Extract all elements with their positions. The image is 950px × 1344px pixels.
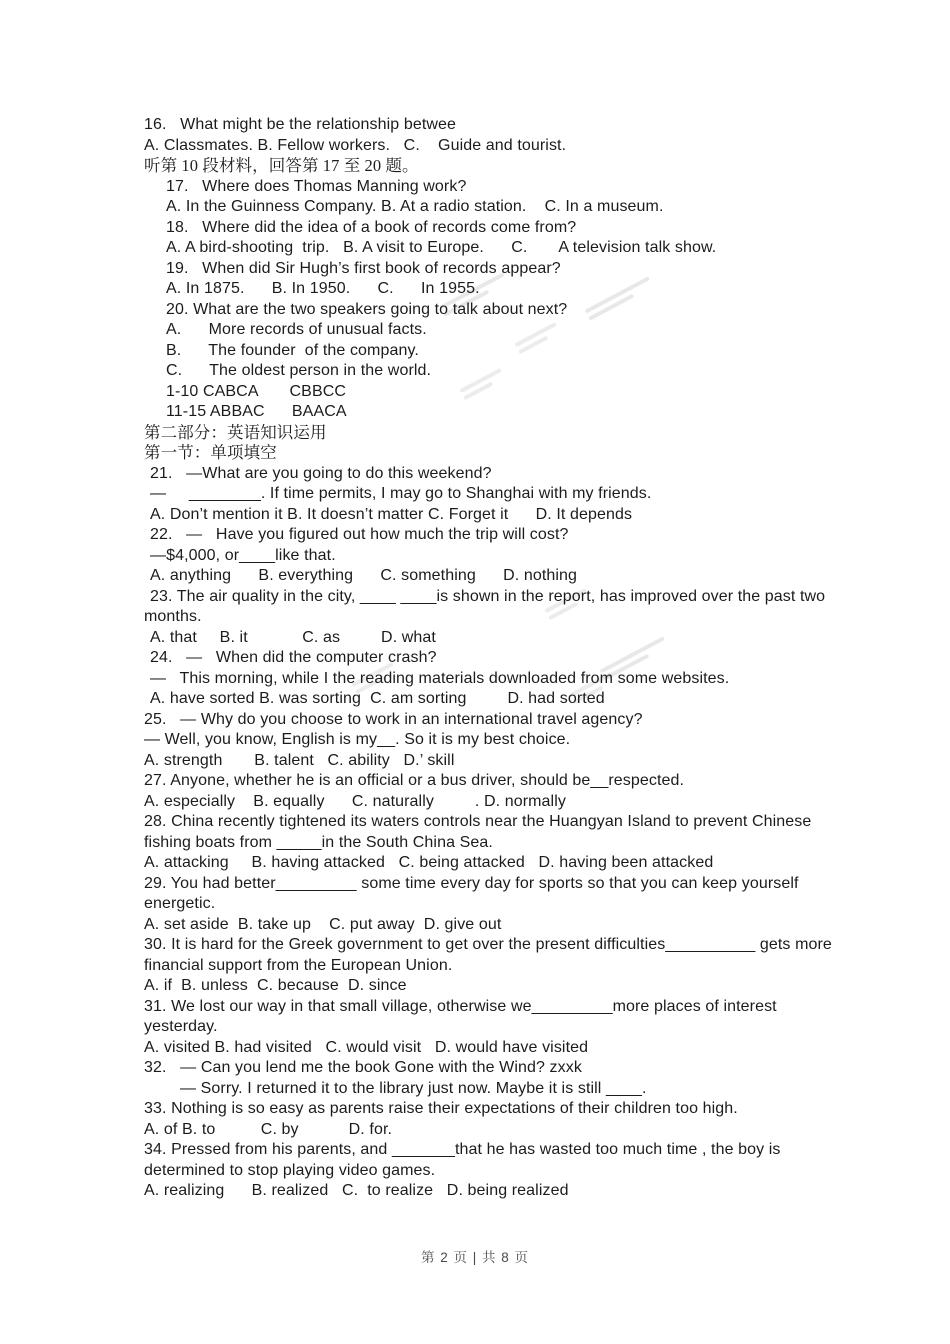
- text-line: financial support from the European Union.: [144, 956, 453, 974]
- text-line: A. attacking B. having attacked C. being attacked D. having been attacked: [144, 854, 714, 871]
- text-line: A. anything B. everything C. something D. nothing: [150, 567, 578, 584]
- text-line: A. set aside B. take up C. put away D. give out: [144, 915, 502, 933]
- text-line: — ________. If time permits, I may go to Shanghai with my friends.: [150, 485, 652, 502]
- text-line: yesterday.: [144, 1018, 218, 1035]
- text-line: 27. Anyone, whether he is an official or a bus driver, should be__respected.: [144, 772, 685, 789]
- text-line: A. Classmates. B. Fellow workers. C. Guide and tourist.: [144, 136, 567, 154]
- document-body: [144, 115, 832, 1202]
- text-line: —$4,000, or____like that.: [150, 546, 336, 564]
- text-line: 1-10 CABCA CBBCC: [166, 382, 347, 400]
- text-line: A. that B. it C. as D. what: [150, 628, 436, 646]
- text-line: 16. What might be the relationship betwee: [144, 116, 457, 133]
- text-line: energetic.: [144, 895, 216, 912]
- text-line: A. have sorted B. was sorting C. am sorting D. had sorted: [150, 690, 605, 707]
- text-line: 21. —What are you going to do this weekend?: [150, 464, 492, 482]
- text-line: A. of B. to C. by D. for.: [144, 1120, 393, 1138]
- text-line: 34. Pressed from his parents, and _______that he has wasted too much time , the boy is: [144, 1141, 781, 1158]
- text-line: A. visited B. had visited C. would visit D. would have visited: [144, 1038, 589, 1056]
- text-line: — This morning, while I the reading materials downloaded from some websites.: [150, 669, 730, 687]
- text-line: 23. The air quality in the city, ____ ____is shown in the report, has improved over the past two: [150, 587, 826, 605]
- text-line: fishing boats from _____in the South China Sea.: [144, 833, 493, 851]
- text-line: A. In the Guinness Company. B. At a radio station. C. In a museum.: [166, 198, 664, 215]
- text-line: 17. Where does Thomas Manning work?: [166, 177, 467, 195]
- text-line: 33. Nothing is so easy as parents raise their expectations of their children too high.: [144, 1100, 738, 1117]
- text-line: 22. — Have you figured out how much the trip will cost?: [150, 526, 569, 543]
- text-line: A. In 1875. B. In 1950. C. In 1955.: [166, 280, 480, 297]
- text-line: A. strength B. talent C. ability D.’ skill: [144, 751, 455, 769]
- text-line: — Well, you know, English is my__. So it is my best choice.: [144, 731, 571, 748]
- text-line: B. The founder of the company.: [166, 341, 419, 359]
- text-line: A. A bird-shooting trip. B. A visit to Europe. C. A television talk show.: [166, 239, 717, 256]
- text-line: 24. — When did the computer crash?: [150, 649, 437, 666]
- text-line: C. The oldest person in the world.: [166, 362, 432, 379]
- text-line: 20. What are the two speakers going to talk about next?: [166, 300, 568, 318]
- text-line: A. realizing B. realized C. to realize D. being realized: [144, 1182, 569, 1199]
- text-line: A. especially B. equally C. naturally . D. normally: [144, 792, 566, 810]
- text-line: 第二部分：英语知识运用: [144, 422, 327, 442]
- page-footer: 第 2 页 | 共 8 页: [420, 1250, 530, 1265]
- text-line: 28. China recently tightened its waters controls near the Huangyan Island to prevent Chinese: [144, 813, 812, 830]
- text-line: months.: [144, 608, 202, 625]
- text-line: 25. — Why do you choose to work in an international travel agency?: [144, 710, 643, 728]
- text-line: 19. When did Sir Hugh’s first book of records appear?: [166, 259, 561, 277]
- text-line: 第一节：单项填空: [144, 443, 277, 462]
- text-line: A. if B. unless C. because D. since: [144, 977, 407, 994]
- text-line: 31. We lost our way in that small village, otherwise we_________more places of interest: [144, 997, 777, 1015]
- text-line: 29. You had better_________ some time every day for sports so that you can keep yourself: [144, 874, 799, 892]
- text-line: determined to stop playing video games.: [144, 1161, 436, 1179]
- text-line: 听第 10 段材料，回答第 17 至 20 题。: [144, 156, 419, 175]
- text-line: A. Don’t mention it B. It doesn’t matter C. Forget it D. It depends: [150, 505, 633, 523]
- text-line: 32. — Can you lend me the book Gone with the Wind? zxxk: [144, 1059, 582, 1076]
- text-line: 30. It is hard for the Greek government to get over the present difficulties__________ gets more: [144, 936, 832, 953]
- text-line: A. More records of unusual facts.: [166, 321, 427, 338]
- text-line: 11-15 ABBAC BAACA: [166, 403, 347, 420]
- text-line: — Sorry. I returned it to the library just now. Maybe it is still ____.: [180, 1079, 647, 1097]
- text-line: 18. Where did the idea of a book of records come from?: [166, 218, 577, 236]
